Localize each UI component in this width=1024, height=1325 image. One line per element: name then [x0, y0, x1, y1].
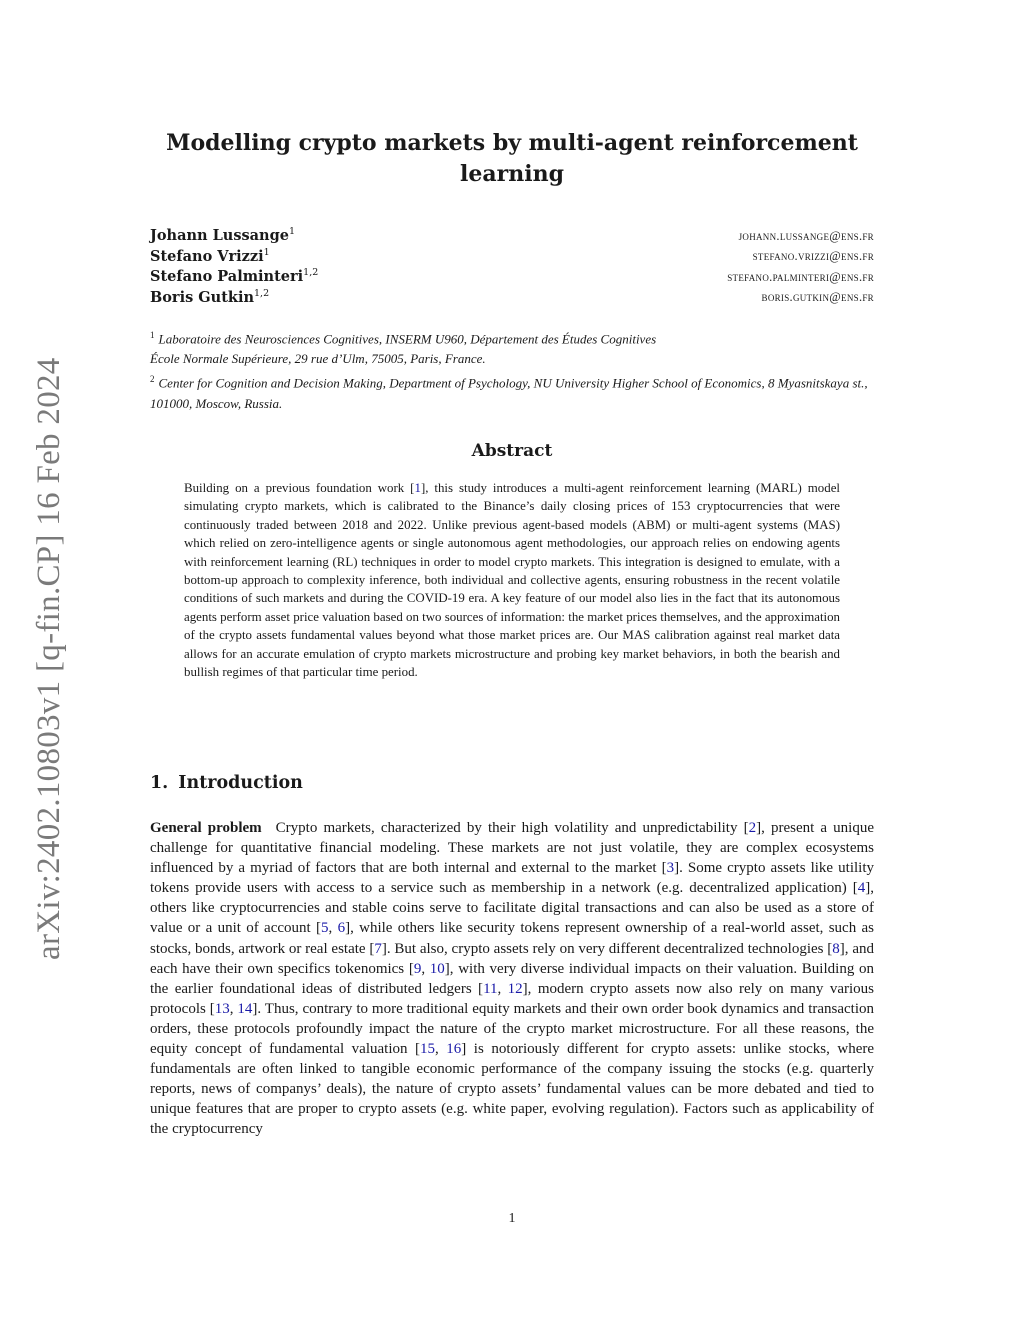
citation-link[interactable]: 12	[507, 980, 523, 997]
abstract-heading: Abstract	[471, 441, 553, 461]
author-name-text: Boris Gutkin	[150, 288, 255, 306]
citation-link[interactable]: 15	[420, 1041, 436, 1058]
citation-link[interactable]: 13	[214, 1000, 230, 1017]
body-text: ,	[421, 960, 430, 977]
citation-link[interactable]: 6	[337, 920, 346, 937]
arxiv-side-stamp: arXiv:2402.10803v1 [q-fin.CP] 16 Feb 2024	[31, 357, 67, 960]
author-email[interactable]: stefano.palminteri@ens.fr	[727, 269, 874, 284]
affiliation-1	[150, 325, 874, 349]
body-text: ] is notoriously different for crypto assets: unlike stocks, where fundamentals are often linked to tangible economic performance of the company issuing the stocks (e.g. quarterly reports, news of companys’ deals), the nature of crypto assets’ fundamental values can be more debated and tied to unique features that are proper to crypto assets (e.g. white paper, evolving regulation). Factors such as applicability of the cryptocurrency	[150, 1041, 875, 1138]
author-affil-sup: 1,2	[254, 287, 270, 299]
abstract-body	[184, 479, 840, 681]
abstract-text: ], this study introduces a multi-agent reinforcement learning (MARL) model simulating crypto markets, which is calibrated to the Binance’s daily closing prices of 153 cryptocurrencies that were continuously traded between 2018 and 2022. Unlike previous agent-based models (ABM) or multi-agent systems (MAS) which relied on zero-intelligence agents or single autonomous agent methodologies, our approach relies on endowing agents with reinforcement learning (RL) techniques in order to model crypto markets. This integration is designed to emulate, with a bottom-up approach to complexity inference, both individual and collective agents, ensuring robustness in the recent volatile conditions of such markets and during the COVID-19 era. A key feature of our model also lies in the fact that its autonomous agents perform asset price valuation based on two sources of information: the market prices themselves, and the approximation of the crypto assets fundamental values beyond what those market prices are. Our MAS calibration against real market data allows for an accurate emulation of crypto markets microstructure and probing key market behaviors, in both the bearish and bullish regimes of that particular time period.	[184, 481, 840, 680]
author-affil-sup: 1	[288, 226, 296, 237]
author-name-text: Stefano Vrizzi	[150, 247, 264, 265]
title-line-1: Modelling crypto markets by multi-agent reinforcement	[166, 130, 858, 156]
author-email[interactable]: stefano.vrizzi@ens.fr	[752, 249, 874, 264]
author-name	[150, 288, 269, 306]
body-text: ,	[328, 920, 338, 937]
author-row	[150, 226, 874, 247]
author-row	[150, 267, 874, 288]
affiliation-1-line-1: Laboratoire des Neurosciences Cognitives, INSERM U960, Département des Études Cognitives	[158, 331, 657, 347]
author-block	[150, 226, 874, 308]
author-affil-sup: 1	[263, 246, 270, 258]
author-name	[150, 247, 270, 265]
author-email[interactable]: johann.lussange@ens.fr	[738, 228, 874, 243]
page-number: 1	[508, 1211, 516, 1226]
citation-link[interactable]: 1	[414, 481, 421, 495]
section-heading	[150, 773, 313, 793]
section-number: 1.	[150, 773, 169, 793]
author-name-text: Johann Lussange	[150, 226, 289, 244]
author-row	[150, 288, 874, 309]
affiliation-sup: 1	[150, 330, 155, 340]
affiliation-sup: 2	[150, 374, 155, 385]
title-line-2: learning	[460, 161, 564, 187]
body-text: ,	[497, 980, 508, 997]
author-name	[150, 226, 295, 244]
citation-link[interactable]: 10	[429, 960, 445, 977]
section-title: Introduction	[178, 773, 303, 793]
body-text: ], present a unique challenge for quantitative financial modeling. These markets are not just volatile, they are complex ecosystems influenced by a myriad of factors that are both internal and external to the market [	[150, 820, 874, 877]
citation-link[interactable]: 16	[446, 1041, 462, 1058]
citation-link[interactable]: 5	[321, 920, 329, 937]
body-text: ], others like cryptocurrencies and stable coins serve to facilitate digital transactions and can also be used as a store of value or a unit of account [	[150, 880, 874, 937]
affiliation-2	[150, 369, 874, 413]
body-text: ,	[229, 1000, 238, 1017]
body-text: ]. Thus, contrary to more traditional equity markets and their own order book dynamics and transaction orders, these protocols profoundly impact the nature of the crypto market microstructure. For all these reasons, the equity concept of fundamental valuation [	[150, 1000, 874, 1058]
citation-link[interactable]: 2	[748, 820, 757, 836]
affiliation-2-text: Center for Cognition and Decision Making, Department of Psychology, NU University Higher School of Economics, 8 Myasnitskaya st., 101000, Moscow, Russia.	[150, 375, 868, 411]
body-text: ], with very diverse individual impacts on their valuation. Building on the earlier foundational ideas of distributed ledgers [	[150, 960, 874, 997]
citation-link[interactable]: 9	[413, 960, 422, 977]
citation-link[interactable]: 3	[666, 860, 675, 877]
paper-title	[150, 128, 874, 190]
abstract-text: Building on a previous foundation work [	[184, 481, 415, 495]
body-text: Crypto markets, characterized by their high volatility and unpredictability [	[275, 820, 749, 836]
body-text: ]. But also, crypto assets rely on very different decentralized technologies [	[381, 940, 833, 957]
citation-link[interactable]: 14	[237, 1000, 253, 1017]
body-text: ,	[435, 1041, 447, 1058]
citation-link[interactable]: 4	[857, 880, 866, 897]
body-text: ], and each have their own specifics tokenomics [	[150, 940, 874, 977]
body-text: ], modern crypto assets now also rely on many various protocols [	[150, 980, 874, 1017]
intro-paragraph	[150, 818, 874, 1140]
citation-link[interactable]: 7	[374, 940, 382, 957]
affiliation-1-cont: École Normale Supérieure, 29 rue d’Ulm, 75005, Paris, France.	[150, 351, 486, 367]
author-name	[150, 267, 318, 285]
citation-link[interactable]: 11	[483, 980, 498, 997]
body-text: ]. Some crypto assets like utility tokens provide users with access to a service such as membership in a network (e.g. decentralized application) [	[150, 860, 874, 897]
author-email[interactable]: boris.gutkin@ens.fr	[761, 290, 874, 305]
affiliations	[150, 325, 874, 414]
body-text: ], while others like security tokens represent ownership of a real-world asset, such as stocks, bonds, artwork or real estate [	[150, 920, 875, 957]
author-name-text: Stefano Palminteri	[150, 267, 304, 285]
paragraph-runin-heading: General problem	[150, 820, 262, 836]
author-row	[150, 247, 874, 268]
author-affil-sup: 1,2	[303, 267, 319, 278]
citation-link[interactable]: 8	[832, 940, 840, 957]
